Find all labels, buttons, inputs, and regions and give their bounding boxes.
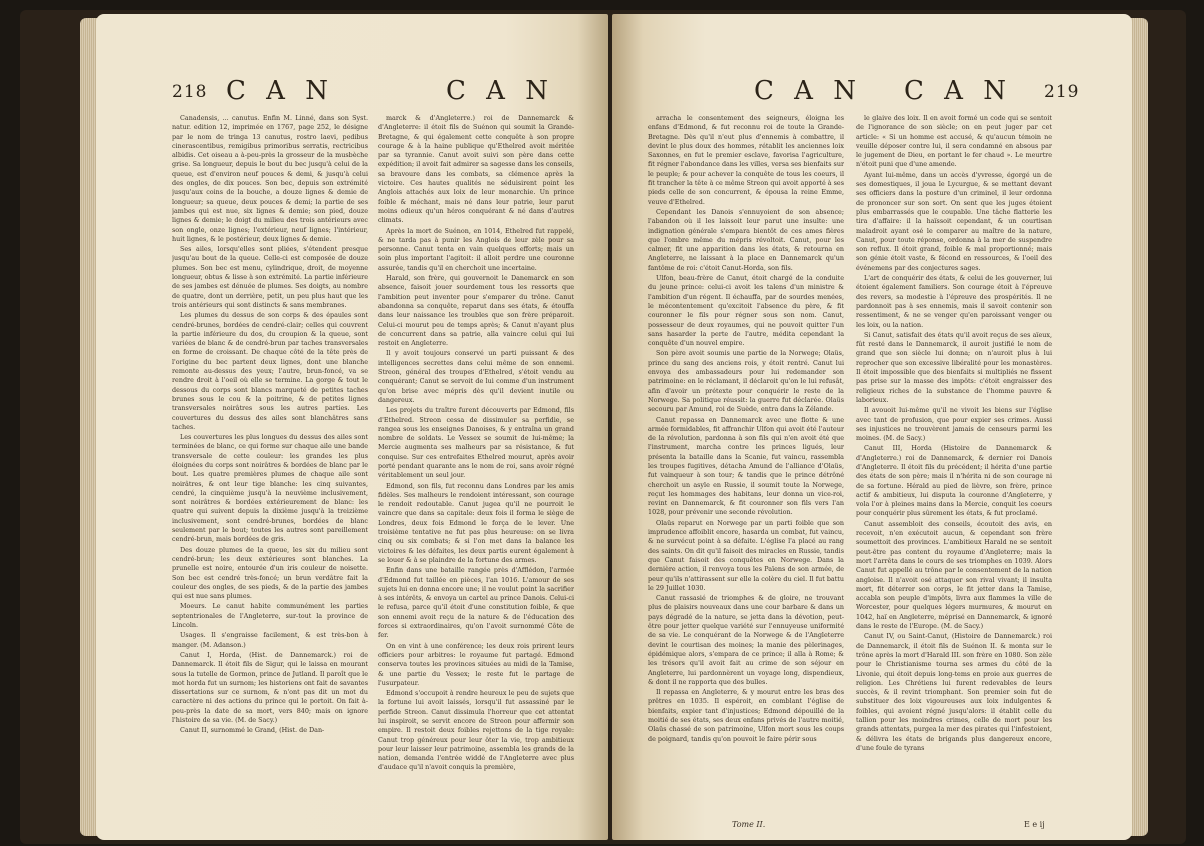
paragraph: Si Canut, satisfait des états qu'il avoit reçus de ses aïeux, fût resté dans le Dannemarck, il auroit justifié le nom de grand que son siècle lui donna; on n'auroit plus à lui reprocher que son excessive libéralité pour les monastères. Il étoit impossible que des bienfaits si multipliés ne fissent pas prise sur la masse des impôts: c'étoit engraisser des religieux riches de la substance de l'homme pauvre & laborieux. (856, 330, 1052, 404)
right-page-header (612, 76, 1132, 110)
paragraph: Edmond, son fils, fut reconnu dans Londres par les amis fidèles. Ses malheurs le rendoient intéressant, son courage le rendoit redoutable. Canut jugea qu'il ne pourroit le vaincre que dans sa capitale: deux fois il forma le siège de Londres, deux fois Edmond le força de le lever. Une troisième tentative ne fut pas plus heureuse: on se livra cinq ou six combats; & si l'on met dans la balance les victoires & les défaites, les deux partis eurent également à se louer & à se plaindre de la fortune des armes. (378, 481, 574, 564)
paragraph: Son père avoit soumis une partie de la Norwege; Olaüs, prince du sang des anciens rois, y étoit rentré. Canut lui envoya des ambassadeurs pour lui redemander son patrimoine: en le réclamant, il déclaroit qu'on le lui refusât, afin d'avoir un prétexte pour conquérir le reste de la Norwege. Sa politique réussit: la guerre fut déclarée. Olaüs secouru par Amund, roi de Suède, entra dans la Zélande. (648, 349, 844, 414)
paragraph: Il avouoit lui-même qu'il ne vivoit les biens sur l'église avec tant de profusion, que pour expier ses crimes. Aussi ses injustices ne trouvèrent jamais de censeurs parmi les moines. (M. de Sacy.) (856, 406, 1052, 443)
paragraph: arracha le consentement des seigneurs, éloigna les enfans d'Edmond, & fut reconnu roi de toute la Grande-Bretagne. Dès qu'il n'eut plus d'ennemis à combattre, il devint le plus doux des hommes, rétablit les anciennes loix Saxonnes, en fut le premier esclave, favorisa l'agriculture, fit régner l'abondance dans les villes, versa ses bienfaits sur le peuple; & pour achever la conquête de tous les coeurs, il fit trancher la tête à ce même Streon qui avoit apporté à ses pieds celle de son concurrent, & épousa la reine Emme, veuve d'Ethelred. (648, 114, 844, 206)
paragraph: Les projets du traître furent découverts par Edmond, fils d'Ethelred. Streon cessa de dissimuler sa perfidie, se rangea sous les enseignes Danoises, & y entraîna un grand nombre de soldats. Le Vessex se soumit de lui-même; la Mercie augmenta ses malheurs par sa résistance, & fut conquise. Sur ces entrefaites Ethelred mourut, après avoir porté pendant quarante ans le nom de roi, sans avoir régné véritablement un seul jour. (378, 406, 574, 480)
text-column-left (648, 114, 844, 814)
running-headword: C A N (446, 76, 554, 106)
paragraph: Ayant lui-même, dans un accès d'yvresse, égorgé un de ses domestiques, il joua le Lycurgue, & se mettant devant ses officiers dans la posture d'un criminel, il leur ordonna de prononcer sur son sort. On sent que les juges étoient plus embarrassés que le coupable. Une tâche flatterie les tira d'affaire: il la haïssoit cependant, & un courtisan maladroit ayant osé le comparer au maître de la nature, Canut, pour toute réponse, ordonna à la mer de suspendre son reflux. Il étoit grand, foible & mal proportionné; mais son génie étoit vaste, & fécond en ressources, & l'oeil des événemens par des conjectures sages. (856, 170, 1052, 272)
paragraph: Après la mort de Suénon, en 1014, Ethelred fut rappelé, & ne tarda pas à punir les Anglois de leur zèle pour sa personne. Canut tenta en vain quelques efforts; mais un soin plus important l'agitoit: il alloit perdre une couronne assurée, tandis qu'il en cherchoit une incertaine. (378, 226, 574, 272)
paragraph: Usages. Il s'engraisse facilement, & est très-bon à manger. (M. Adanson.) (172, 631, 368, 649)
paragraph: Les couvertures les plus longues du dessus des ailes sont terminées de blanc, ce qui forme sur chaque aile une bande transversale de cette couleur: les grandes les plus éloignées du corps sont noirâtres & bordées de blanc par le bout. Les quatre premières plumes de chaque aile sont noirâtres, & ont leur tige blanche: les cinq suivantes, cendré, la cinquième jusqu'à la neuvième inclusivement, sont noirâtres & bordées extérieurement de blanc: les quatre qui suivent depuis la dixième jusqu'à la treizième inclusivement, sont cendré-brunes, bordées de blanc seulement par le bout; toutes les autres sont pareillement cendré-brun, mais bordées de gris. (172, 433, 368, 544)
paragraph: Des douze plumes de la queue, les six du milieu sont cendré-brun; les deux extérieures sont blanches. La prunelle est noire, entourée d'un iris couleur de noisette. Son bec est cendré très-foncé; un brun verdâtre fait la couleur des ongles, de ses pieds, & de la partie des jambes qui est nue sans plumes. (172, 545, 368, 601)
running-headword: C A N (754, 76, 862, 106)
paragraph: Il repassa en Angleterre, & y mourut entre les bras des prêtres en 1035. Il espéroit, en comblant l'église de bienfaits, expier tant d'injustices; Edmond dépouillé de la moitié de ses états, ses deux enfans privés de l'autre moitié, Olaüs chassé de son patrimoine, Ulfon mort sous les coups de poignard, tandis qu'on pouvoit le faire périr sous (648, 688, 844, 743)
paragraph: Les plumes du dessus de son corps & des épaules sont cendré-brunes, bordées de cendré-clair; celles qui couvrent la partie inférieure du dos, du croupion & la queue, sont variées de blanc & de cendré-brun par taches transversales en forme de croissant. De chaque côté de la tête près de l'origine du bec partent deux lignes, dont une blanche remonte au-dessus des yeux; l'autre, brun-foncé, va se rendre droit à l'oeil où elle se termine. La gorge & tout le dessous du corps sont blancs marqueté de petites taches brunes sous le cou & la poitrine, & de petites lignes transversales noirâtres sous les autres parties. Les couvertures du dessus des ailes sont blanchâtres sans taches. (172, 311, 368, 431)
page-number: 218 (172, 82, 208, 102)
paragraph: le glaive des loix. Il en avoit formé un code qui se sentoit de l'ignorance de son siècle; on en peut juger par cet article: « Si un homme est accusé, & qu'aucun témoin ne veuille déposer contre lui, il sera condamné en absous par le jugement de Dieu, en portant le fer chaud ». Le meurtre n'étoit puni que d'une amende. (856, 114, 1052, 169)
paragraph: Canut repassa en Dannemarck avec une flotte & une armée formidables, fit affranchir Ulfon qui avoit été l'auteur de la révolution, pardonna à son fils qui n'en avoit été que l'instrument, marcha contre les princes ligués, leur présenta la bataille dans la Scanie, fut vaincu, rassembla les troupes fugitives, détacha Amund de l'alliance d'Olaüs, fut vainqueur à son tour; & tandis que le prince détrôné cherchoit un asyle en Russie, il soumit toute la Norwege, reçut les hommages des habitans, leur donna un vice-roi, revint en Dannemarck, & fit couronner son fils vers l'an 1028, pour prévenir une seconde révolution. (648, 415, 844, 517)
paragraph: Canut I, Horda, (Hist. de Dannemarck.) roi de Dannemarck. Il étoit fils de Sigur, qui le laissa en mourant sous la tutelle de Gormon, prince de Jutland. Il paroît que le mot horda fut un surnom; les historiens ont fait de savantes dissertations sur ce surnom, & n'ont pas dit un mot du caractère ni des actions du prince qui le portoit. On fait à-peu-près la date de sa mort, vers 840; mais on ignore l'histoire de sa vie. (M. de Sacy.) (172, 650, 368, 724)
paragraph: Ulfon, beau-frère de Canut, étoit chargé de la conduite du jeune prince: celui-ci avoit les talens d'un ministre & l'ambition d'un régent. Il échauffa, par de sourdes menées, le mécontentement qu'excitoit l'absence du père, & fit couronner le fils pour régner sous son nom. Canut, possesseur de deux royaumes, qui ne pouvoit quitter l'un sans hasarder la perte de l'autre, médita cependant la conquête d'un nouvel empire. (648, 274, 844, 348)
paragraph: Canut IV, ou Saint-Canut, (Histoire de Dannemarck.) roi de Dannemarck, il étoit fils de Suénon II. & monta sur le trône après la mort d'Harald III. son frère en 1080. Son zèle pour le Christianisme tourna ses armes du côté de la Livonie, qui étoit depuis long-tems en proie aux guerres de religion. Les Chrétiens lui furent redevables de leurs succès, & il revint triomphant. Son premier soin fut de substituer des loix vigoureuses aux loix indulgentes & foibles, qui avoient régné jusqu'alors: il établit celle du tallion pour les moindres crimes, celle de mort pour les grands attentats, purgea la mer des pirates qui l'infestoient, & délivra les états de brigands plus dangereux encore, d'une foule de tyrans (856, 632, 1052, 752)
paragraph: Cependant les Danois s'ennuyoient de son absence; l'abandon où il les laissoit leur parut une insulte: une indignation générale s'empara bientôt de ces ames fières que l'ombre même du mépris révoltoit. Canut, pour les calmer, fit une apparition dans les états, & retourna en Angleterre, ne laissant à la place en Dannemarck qu'un fantôme de roi: c'étoit Canut-Horda, son fils. (648, 207, 844, 272)
left-page (96, 14, 608, 840)
paragraph: Canadensis, ... canutus. Enfin M. Linné, dans son Syst. natur. edition 12, imprimée en 1767, page 252, le désigne par le nom de tringa 13 canutus, rostro laevi, pedibus cinerascentibus, remigibus primoribus serratis, rectricibus albidis. Cet oiseau a à-peu-près la grosseur de la musbèche grise. Sa longueur, depuis le bout du bec jusqu'à celui de la queue, est d'environ neuf pouces & demi, & jusqu'à celui des ongles, de dix pouces. Son bec, depuis son extrémité jusqu'aux coins de la bouche, a douze lignes & demie de longueur; sa queue, deux pouces & demi; la partie de ses jambes qui est nue, six lignes & demie; son pied, douze lignes & demie; le doigt du milieu des trois antérieurs avec son ongle, onze lignes; l'extérieur, neuf lignes; l'intérieur, huit lignes, & le postérieur, deux lignes & demie. (172, 114, 368, 243)
book (20, 10, 1186, 844)
right-page-stack (1130, 18, 1148, 836)
left-page-header (96, 76, 608, 110)
paragraph: On en vint à une conférence; les deux rois prirent leurs officiers pour arbitres: le royaume fut partagé. Edmond conserva toutes les provinces situées au midi de la Tamise, & une partie du Vessex; le reste fut le partage de l'usurpateur. (378, 641, 574, 687)
text-column-right (378, 114, 574, 826)
signature-mark: Tome II. (732, 820, 766, 829)
paragraph: Canut rassasié de triomphes & de gloire, ne trouvant plus de plaisirs nouveaux dans une cour barbare & dans un pays dégradé de la nature, se jetta dans la dévotion, peut-être pour jetter quelque variété sur l'ennuyeuse uniformité de sa vie. Le conquérant de la Norwege & de l'Angleterre devint le courtisan des moines; la manie des pèlerinages, épidémique alors, s'empara de ce prince; il alla à Rome; & les trésors qu'il avoit fait au crime de son séjour en Angleterre, lui pardonnèrent un voyage long, dispendieux, & dont il ne rapporta que des bulles. (648, 594, 844, 686)
page-number: 219 (1044, 82, 1080, 102)
paragraph: Edmond s'occupoit à rendre heureux le peu de sujets que la fortune lui avoit laissés, lorsqu'il fut assassiné par le perfide Streon. Canut dissimula l'horreur que cet attentat lui inspiroit, se servit encore de Streon pour affermir son empire. Il restoit deux foibles rejettons de la tige royale: Canut trop généreux pour leur ôter la vie, trop ambitieux pour leur laisser leur patrimoine, assembla les grands de la nation, demanda l'entrée widdé de l'Angleterre avec plus d'audace qu'il n'avoit conquis la première, (378, 689, 574, 772)
paragraph: Olaüs reparut en Norwege par un parti foible que son imprudence affoiblit encore, hasarda un combat, fut vaincu, & ne survécut point à sa défaite. L'église l'a placé au rang des saints. On dit qu'il faisoit des miracles en Russie, tandis que Canut faisoit des conquêtes en Norwege. Dans la dernière action, il renvoya tous les Païens de son armée, de peur qu'ils n'attirassent sur elle la colère du ciel. Il fut battu le 29 Juillet 1030. (648, 518, 844, 592)
paragraph: Enfin dans une bataille rangée près d'Afflédon, l'armée d'Edmond fut taillée en pièces, l'an 1016. L'amour de ses sujets lui en donna encore une; il ne voulut point la sacrifier à ses intérêts, & envoya un cartel au prince Danois. Celui-ci le refusa, parce qu'il étoit d'une constitution foible, & que son ennemi avoit reçu de la nature & de l'éducation des forces si extraordinaires, qu'on l'avoit surnommé Côte de fer. (378, 566, 574, 640)
text-column-left (172, 114, 368, 826)
paragraph: Ses ailes, lorsqu'elles sont pliées, s'étendent presque jusqu'au bout de la queue. Celle-ci est composée de douze plumes. Son bec est menu, cylindrique, droit, de moyenne longueur, obtus & lisse à son extrémité. La partie inférieure de ses jambes est dénuée de plumes. Ses doigts, au nombre de quatre, dont un derrière, petit, un peu plus haut que les trois antérieurs qui sont distincts & sans membranes. (172, 245, 368, 309)
paragraph: Canut III, Horda (Histoire de Dannemarck & d'Angleterre.) roi de Dannemarck, & dernier roi Danois d'Angleterre. Il étoit fils du précédent; il hérita d'une partie des états de son père; mais il n'hérita ni de son courage ni de sa fortune. Hérald au pied de lièvre, son frère, prince actif & ambitieux, lui disputa la couronne d'Angleterre, y vola l'or à pleines mains dans la Mercie, conquit les coeurs pour conquérir plus sûrement les états, & fut proclamé. (856, 444, 1052, 518)
paragraph: Harald, son frère, qui gouvernoit le Danemarck en son absence, faisoit jouer sourdement tous les ressorts que l'ambition peut inventer pour s'emparer du trône. Canut abandonna sa conquête, reparut dans ses états, & étouffa dans leur naissance les troubles que son frère préparoit. Celui-ci mourut peu de temps après; & Canut n'ayant plus de concurrent dans sa patrie, alla vaincre celui qui lui restoit en Angleterre. (378, 274, 574, 348)
catchword: E e ij (1024, 820, 1045, 829)
right-page (612, 14, 1132, 840)
paragraph: Canut II, surnommé le Grand, (Hist. de Dan- (180, 726, 325, 735)
paragraph: Il y avoit toujours conservé un parti puissant & des intelligences secrettes dans celui même de son ennemi. Streon, général des troupes d'Ethelred, s'étoit vendu au conquérant; Canut se servoit de lui comme d'un instrument qu'on brise avec mépris dès qu'il devient inutile ou dangereux. (378, 349, 574, 404)
paragraph: L'art de conquérir des états, & celui de les gouverner, lui étoient également familiers. Son courage étoit à l'épreuve des revers, sa modestie à l'épreuve des prospérités. Il ne pardonnoit pas à ses ennemis, mais il savoit contenir son ressentiment, & ne se venger qu'en paroissant venger ou les loix, ou la nation. (856, 274, 1052, 329)
running-headword: C A N (904, 76, 1012, 106)
text-column-right (856, 114, 1052, 816)
paragraph: Canut assembloit des conseils, écoutoit des avis, en recevoit, n'en exécutoit aucun, & cependant son frère soumettoit des provinces. L'ambitieux Harald ne se sentoit peut-être pas content du royaume d'Angleterre; mais la mort l'arrêta dans le cours de ses triomphes en 1039. Alors Canut fut appellé au trône par le consentement de la nation angloise. Il n'avoit osé attaquer son rival vivant; il insulta mort, fit déterrer son corps, le fit jetter dans la Tamise, accabla son peuple d'impôts, livra aux flammes la ville de Worcester, pour quelques légers murmures, & mourut en 1042, haï en Angleterre, méprisé en Dannemarck, & ignoré dans le reste de l'Europe. (M. de Sacy.) (856, 519, 1052, 631)
running-headword: C A N (226, 76, 334, 106)
paragraph: Moeurs. Le canut habite communément les parties septentrionales de l'Angleterre, sur-tout la province de Lincoln. (172, 602, 368, 630)
paragraph: marck & d'Angleterre.) roi de Dannemarck & d'Angleterre: il étoit fils de Suénon qui soumit la Grande-Bretagne, & qui également cette conquête à son propre courage & à la haine publique qu'Ethelred avoit méritée par sa tyrannie. Canut avoit suivi son père dans cette expédition; il avoit fait admirer sa sagesse dans les conseils, sa bravoure dans les combats, sa clémence après la victoire. Ces hautes qualités ne séduisirent point les Anglois attachés aux loix de leur monarchie. Un prince foible & méchant, mais né dans leur patrie, leur parut moins odieux qu'un héros conquérant & né dans d'autres climats. (378, 114, 574, 225)
